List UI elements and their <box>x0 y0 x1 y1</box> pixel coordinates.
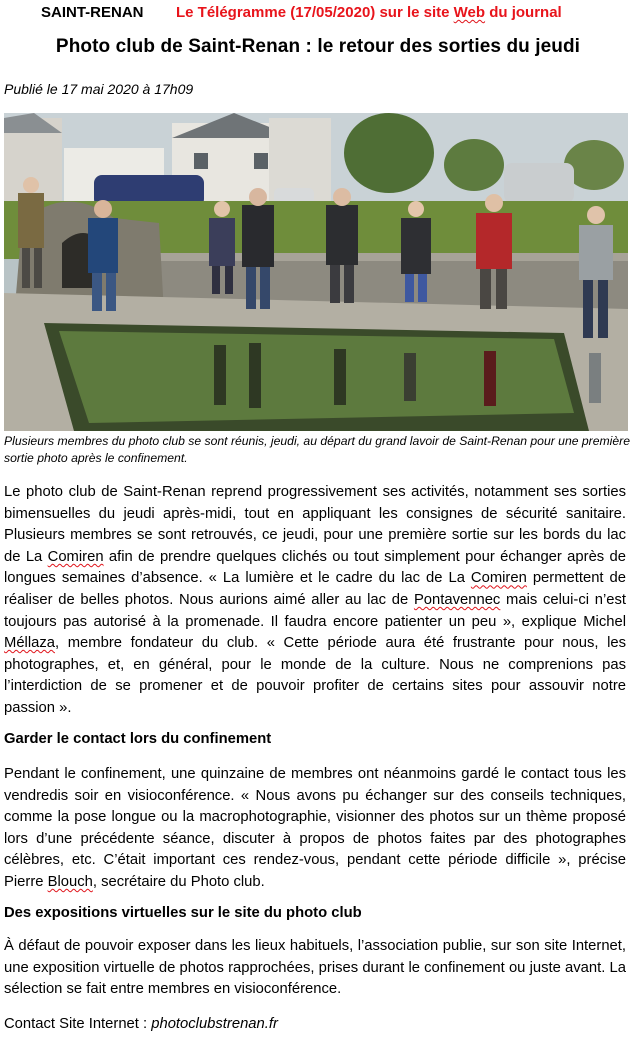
person-name-blouch: Blouch <box>47 873 93 890</box>
paragraph-2-text-b: , secrétaire du Photo club. <box>92 873 265 890</box>
publish-date: Publié le 17 mai 2020 à 17h09 <box>4 81 194 97</box>
paragraph-1-text-b: afin de prendre quelques clichés ou tout simplement pour échanger après de longues semaines d’absence. « La lumière et le cadre du lac de La <box>4 548 627 587</box>
paragraph-1-text-d: mais celui-ci n’est toujours pas autorisé à la promenade. Il faudra encore patienter un peu », explique Michel <box>4 591 627 630</box>
source-suffix: du journal <box>485 4 562 21</box>
subheading-contact: Garder le contact lors du confinement <box>4 731 272 747</box>
paragraph-1-text-a: Le photo club de Saint-Renan reprend progressivement ses activités, notamment ses sorties bimensuelles du jeudi après-midi, tout en appliquant les consignes de sécurité sanitaire. Plusieurs membres se sont retrouvés, ce jeudi, pour une première sortie sur les bords du lac de La <box>4 484 626 565</box>
source-prefix: Le Télégramme (17/05/2020) sur le site <box>176 4 454 21</box>
place-name-comiren-2: Comiren <box>470 570 527 587</box>
paragraph-1 <box>4 482 626 720</box>
contact-line <box>4 1016 278 1032</box>
contact-label: Contact Site Internet : <box>4 1016 152 1032</box>
paragraph-3: À défaut de pouvoir exposer dans les lieux habituels, l’association publie, sur son site Internet, une exposition virtuelle de photos rapprochées, prises durant le confinement ou juste avant. La sélection se fait entre membres en visioconférence. <box>4 938 626 998</box>
source-line <box>176 4 562 21</box>
article-title: Photo club de Saint-Renan : le retour des sorties du jeudi <box>55 36 581 57</box>
page-header <box>0 4 636 26</box>
paragraph-2-text-a: Pendant le confinement, une quinzaine de membres ont néanmoins gardé le contact tous les vendredis soir en visioconférence. « Nous avons pu échanger sur des conseils techniques, comme la pose longue ou la macrophotographie, visionner des photos sur un thème proposé lors d’une précédente séance, discuter à propos de photos faites par des photographes célèbres, etc. C’était important ces rendez-vous, pendant cette période difficile », précise Pierre <box>4 766 626 890</box>
contact-site-link[interactable]: photoclubstrenan.fr <box>151 1016 278 1032</box>
photo-caption: Plusieurs membres du photo club se sont réunis, jeudi, au départ du grand lavoir de Saint-Renan pour une première sortie photo après le confinement. <box>4 434 630 465</box>
paragraph-2 <box>4 764 626 894</box>
city-label: SAINT-RENAN <box>41 4 144 21</box>
place-name-pontavennec: Pontavennec <box>413 591 501 608</box>
person-name-mellaza: Méllaza <box>4 635 55 652</box>
article-photo <box>4 113 628 431</box>
paragraph-1-text-e: , membre fondateur du club. « Cette période aura été frustrante pour nous, les photographes, et, en général, pour le monde de la culture. Nous ne comprenions pas l’interdiction de se promener et de pouvoir profiter de certains sites pour assouvir notre passion ». <box>4 635 626 716</box>
place-name-comiren: Comiren <box>47 548 104 565</box>
subheading-expositions: Des expositions virtuelles sur le site du photo club <box>4 905 362 921</box>
paragraph-1-text-c: permettent de réaliser de belles photos. Nous aurions aimé aller au lac de <box>4 570 626 608</box>
source-web-word: Web <box>453 4 486 21</box>
